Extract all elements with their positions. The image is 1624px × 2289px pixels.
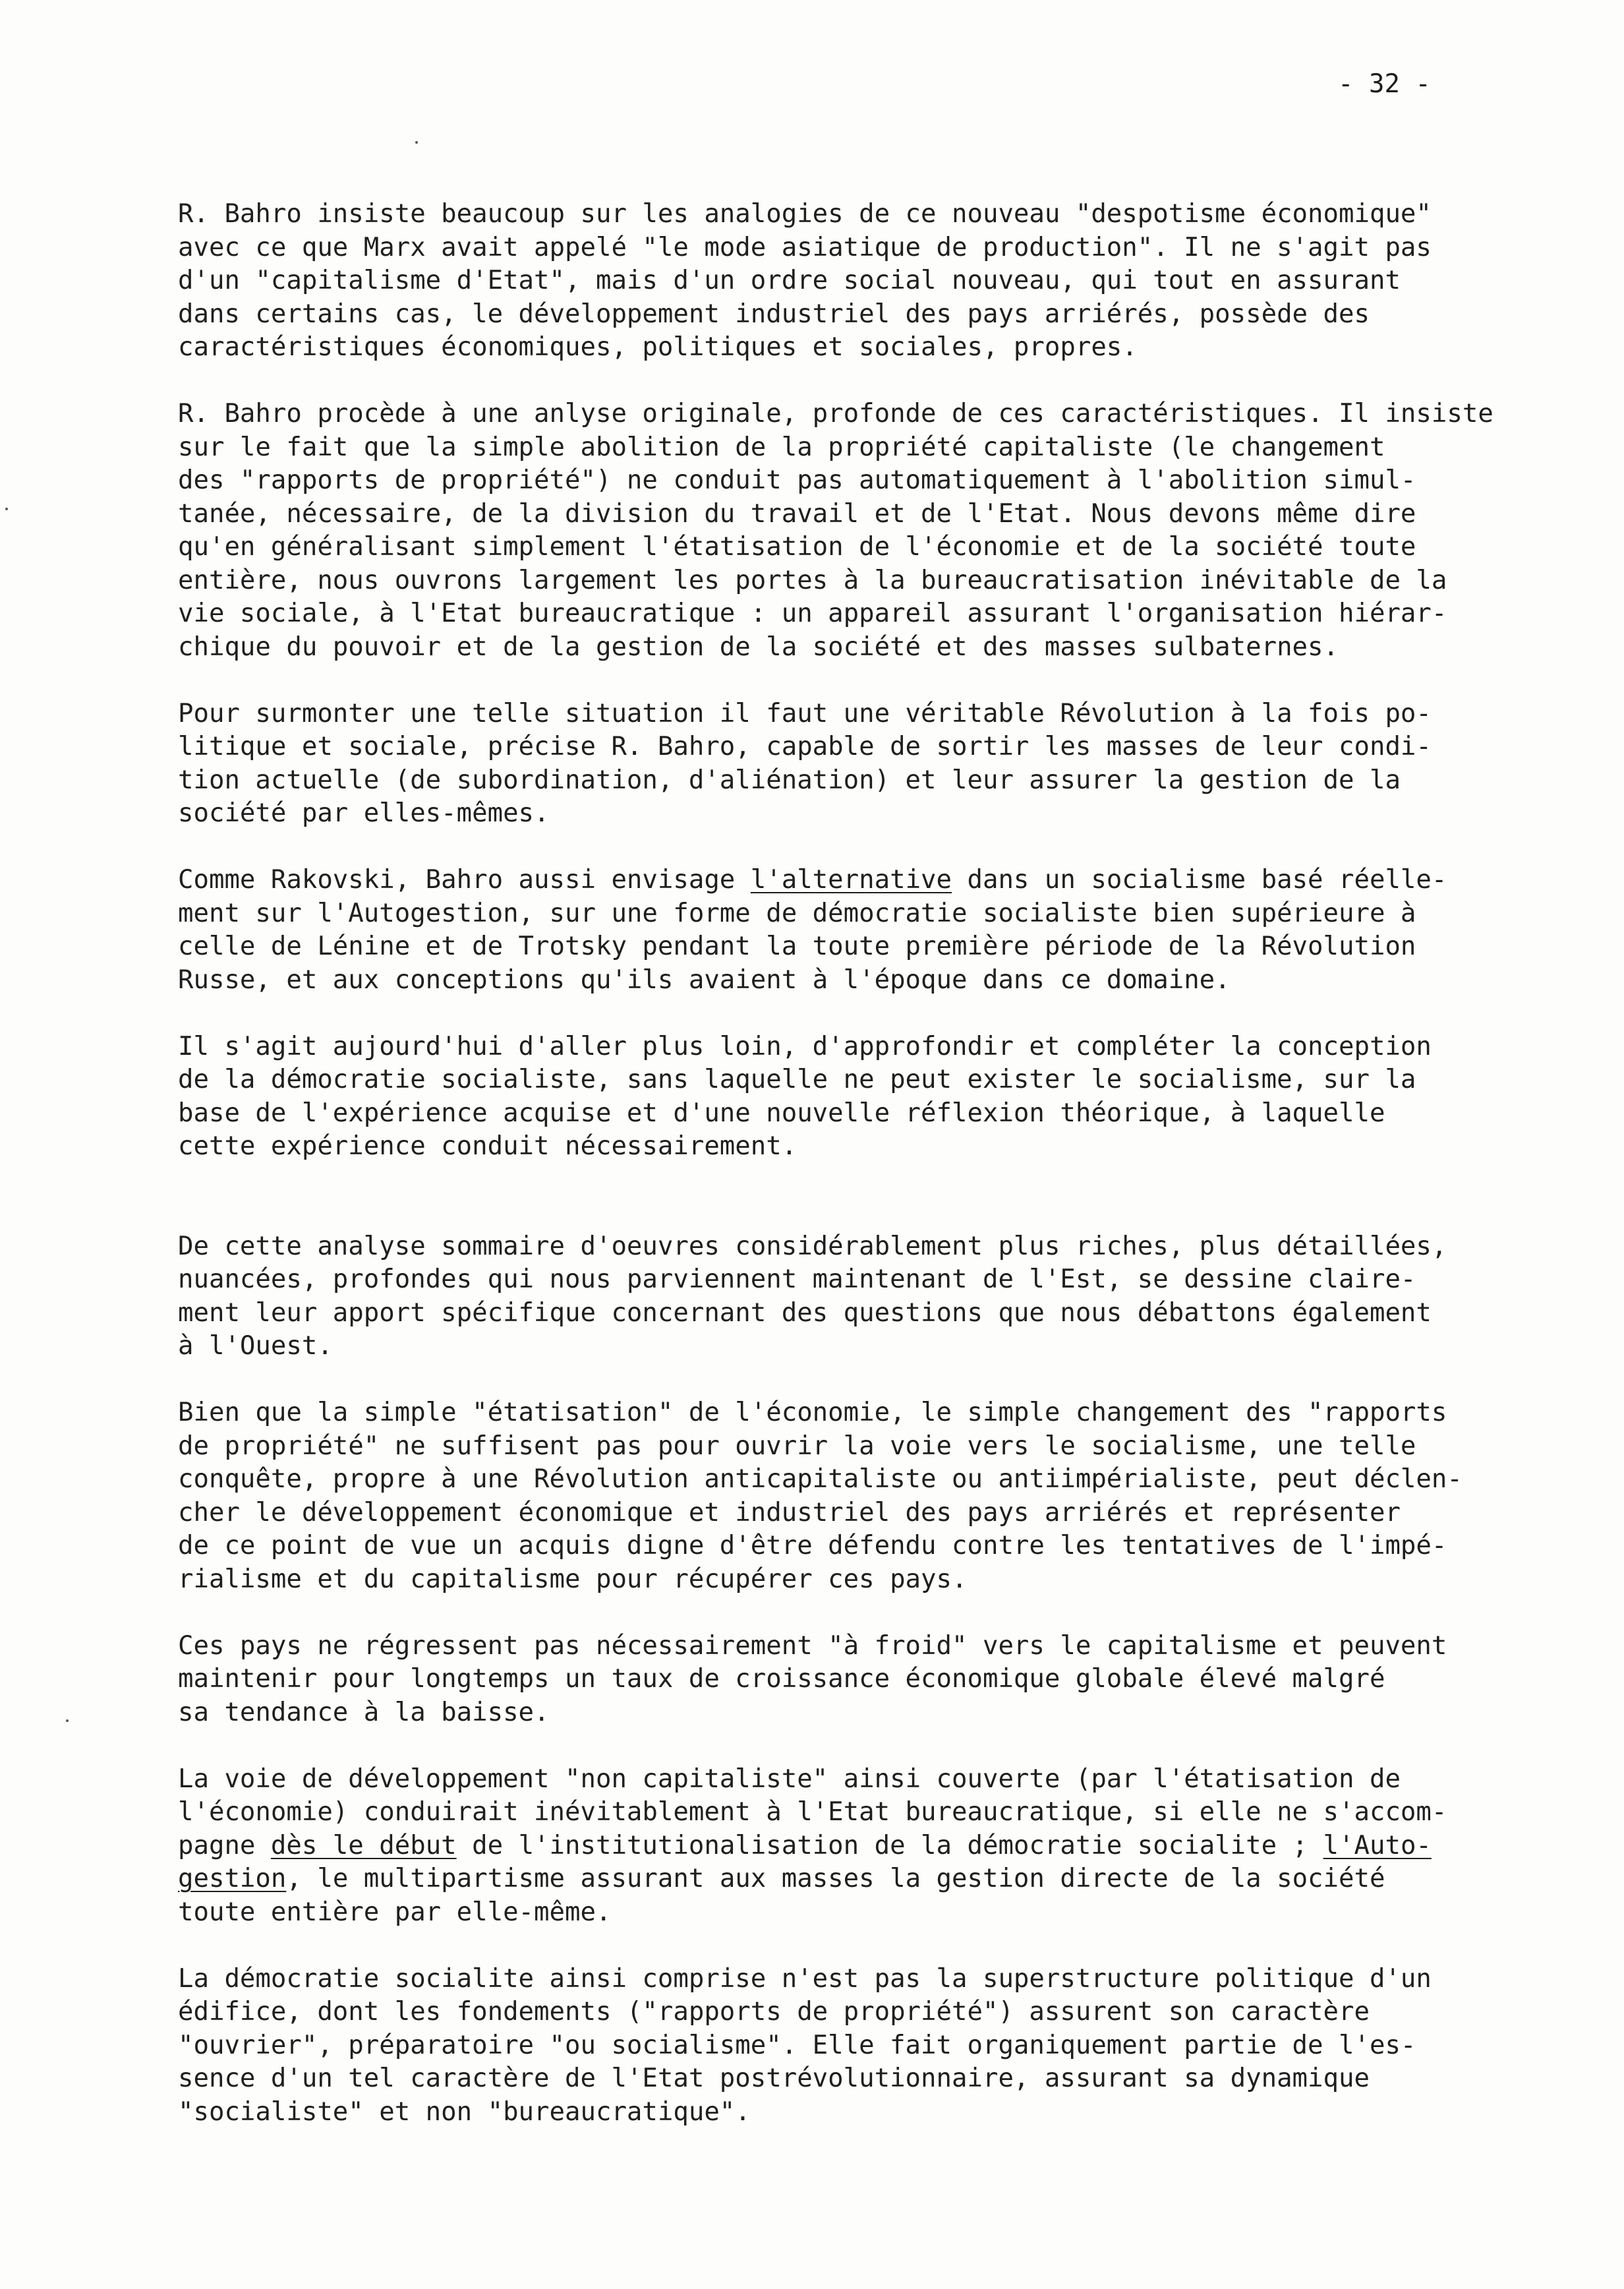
text-line xyxy=(178,1430,1595,1464)
text-run: société par elles-mêmes. xyxy=(178,798,550,828)
paragraph xyxy=(178,1963,1595,2129)
text-run: à l'Ouest. xyxy=(178,1331,333,1361)
text-run: de l'institutionalisation de la démocratie socialite ; xyxy=(456,1830,1323,1860)
text-run: avec ce que Marx avait appelé "le mode asiatique de production". Il ne s'agit pas xyxy=(178,232,1432,262)
text-line xyxy=(178,231,1595,265)
text-line xyxy=(178,1396,1595,1430)
text-run: rialisme et du capitalisme pour récupérer ces pays. xyxy=(178,1564,968,1594)
paragraph xyxy=(178,398,1595,664)
text-line xyxy=(178,1862,1595,1896)
text-line xyxy=(178,2062,1595,2096)
text-run: Russe, et aux conceptions qu'ils avaient à l'époque dans ce domaine. xyxy=(178,965,1231,995)
text-run: l'économie) conduirait inévitablement à l'Etat bureaucratique, si elle ne s'accom- xyxy=(178,1797,1447,1827)
text-run: "socialiste" et non "bureaucratique". xyxy=(178,2096,751,2127)
paragraph xyxy=(178,1030,1595,1164)
text-line xyxy=(178,264,1595,298)
underlined-text: l'alternative xyxy=(750,865,952,895)
text-run: entière, nous ouvrons largement les portes à la bureaucratisation inévitable de la xyxy=(178,565,1447,595)
text-run: cher le développement économique et industriel des pays arriérés et représenter xyxy=(178,1497,1401,1528)
text-run: pagne xyxy=(178,1830,271,1860)
text-run: des "rapports de propriété") ne conduit pas automatiquement à l'abolition simul- xyxy=(178,465,1416,495)
text-line xyxy=(178,564,1595,598)
text-run: R. Bahro insiste beaucoup sur les analogies de ce nouveau "despotisme économique" xyxy=(178,199,1432,229)
text-run: Il s'agit aujourd'hui d'aller plus loin, d'approfondir et compléter la conception xyxy=(178,1031,1432,1061)
text-run: tion actuelle (de subordination, d'aliénation) et leur assurer la gestion de la xyxy=(178,765,1401,795)
paragraph-gap xyxy=(178,1363,1595,1397)
text-line xyxy=(178,1996,1595,2029)
paragraph xyxy=(178,864,1595,997)
text-run: édifice, dont les fondements ("rapports de propriété") assurent son caractère xyxy=(178,1997,1370,2027)
text-line xyxy=(178,2096,1595,2129)
text-run: de ce point de vue un acquis digne d'être défendu contre les tentatives de l'impé- xyxy=(178,1531,1447,1561)
text-line xyxy=(178,1896,1595,1930)
text-line xyxy=(178,964,1595,997)
text-line xyxy=(178,1463,1595,1497)
text-run: R. Bahro procède à une anlyse originale, profonde de ces caractéristiques. Il insiste xyxy=(178,399,1494,429)
text-line xyxy=(178,1829,1595,1863)
text-line xyxy=(178,198,1595,231)
text-line xyxy=(178,1630,1595,1663)
text-run: celle de Lénine et de Trotsky pendant la toute première période de la Révolution xyxy=(178,932,1416,961)
paragraph-gap xyxy=(178,1164,1595,1230)
text-line xyxy=(178,531,1595,564)
text-run: tanée, nécessaire, de la division du travail et de l'Etat. Nous devons même dire xyxy=(178,498,1416,529)
text-line xyxy=(178,1297,1595,1330)
page-number: - 32 - xyxy=(1338,69,1431,99)
text-line xyxy=(178,1796,1595,1829)
underlined-text: dès le début xyxy=(270,1830,457,1860)
text-line xyxy=(178,698,1595,731)
paragraph-gap xyxy=(178,997,1595,1030)
ink-speck xyxy=(415,141,418,144)
ink-speck xyxy=(66,1719,69,1722)
text-run: Comme Rakovski, Bahro aussi envisage xyxy=(178,865,751,895)
text-run: base de l'expérience acquise et d'une nouvelle réflexion théorique, à laquelle xyxy=(178,1098,1385,1128)
text-line xyxy=(178,1663,1595,1696)
text-line xyxy=(178,1763,1595,1797)
text-line xyxy=(178,1563,1595,1597)
text-run: Ces pays ne régressent pas nécessairement "à froid" vers le capitalisme et peuvent xyxy=(178,1630,1447,1661)
paragraph xyxy=(178,1763,1595,1930)
text-run: conquête, propre à une Révolution anticapitaliste ou antiimpérialiste, peut déclen- xyxy=(178,1464,1463,1494)
text-line xyxy=(178,797,1595,831)
underlined-text: l'Auto- xyxy=(1323,1830,1432,1860)
text-run: La démocratie socialite ainsi comprise n'est pas la superstructure politique d'un xyxy=(178,1963,1432,1994)
text-run: Bien que la simple "étatisation" de l'économie, le simple changement des "rapports xyxy=(178,1398,1447,1427)
text-line xyxy=(178,1230,1595,1264)
text-line xyxy=(178,1130,1595,1164)
text-run: caractéristiques économiques, politiques et sociales, propres. xyxy=(178,332,1138,362)
text-line xyxy=(178,398,1595,431)
body-text xyxy=(178,198,1595,2129)
text-run: , le multipartisme assurant aux masses la gestion directe de la société xyxy=(286,1864,1385,1893)
text-run: sence d'un tel caractère de l'Etat postrévolutionnaire, assurant sa dynamique xyxy=(178,2064,1370,2093)
paragraph-gap xyxy=(178,1729,1595,1763)
text-run: qu'en généralisant simplement l'étatisation de l'économie et de la société toute xyxy=(178,532,1416,562)
text-line xyxy=(178,1963,1595,1996)
text-run: vie sociale, à l'Etat bureaucratique : un appareil assurant l'organisation hiérar- xyxy=(178,599,1447,628)
text-run: chique du pouvoir et de la gestion de la société et des masses sulbaternes. xyxy=(178,632,1339,662)
text-run: toute entière par elle-même. xyxy=(178,1897,612,1927)
paragraph-gap xyxy=(178,1596,1595,1630)
ink-speck xyxy=(5,508,8,510)
text-run: maintenir pour longtemps un taux de croissance économique globale élevé malgré xyxy=(178,1664,1385,1694)
text-line xyxy=(178,464,1595,498)
text-run: Pour surmonter une telle situation il faut une véritable Révolution à la fois po- xyxy=(178,698,1432,728)
text-line xyxy=(178,1330,1595,1363)
paragraph xyxy=(178,1396,1595,1596)
text-run: litique et sociale, précise R. Bahro, capable de sortir les masses de leur condi- xyxy=(178,732,1432,761)
text-run: "ouvrier", préparatoire "ou socialisme". Elle fait organiquement partie de l'es- xyxy=(178,2030,1416,2060)
text-run: d'un "capitalisme d'Etat", mais d'un ordre social nouveau, qui tout en assurant xyxy=(178,266,1401,295)
text-run: dans certains cas, le développement industriel des pays arriérés, possède des xyxy=(178,299,1370,329)
paragraph xyxy=(178,1230,1595,1363)
text-run: de la démocratie socialiste, sans laquelle ne peut exister le socialisme, sur la xyxy=(178,1065,1416,1094)
text-run: cette expérience conduit nécessairement. xyxy=(178,1131,798,1161)
text-run: dans un socialisme basé réelle- xyxy=(952,865,1447,895)
text-run: ment leur apport spécifique concernant des questions que nous débattons également xyxy=(178,1297,1432,1328)
text-line xyxy=(178,864,1595,897)
paragraph-gap xyxy=(178,831,1595,864)
text-line xyxy=(178,1497,1595,1530)
text-run: nuancées, profondes qui nous parviennent maintenant de l'Est, se dessine claire- xyxy=(178,1264,1416,1294)
text-line xyxy=(178,1263,1595,1297)
paragraph-gap xyxy=(178,1929,1595,1963)
text-line xyxy=(178,631,1595,665)
text-line xyxy=(178,431,1595,465)
text-line xyxy=(178,1063,1595,1097)
text-run: sa tendance à la baisse. xyxy=(178,1697,550,1727)
text-line xyxy=(178,597,1595,631)
paragraph-gap xyxy=(178,365,1595,398)
text-line xyxy=(178,331,1595,365)
paragraph xyxy=(178,198,1595,365)
text-line xyxy=(178,764,1595,798)
paragraph xyxy=(178,1630,1595,1730)
paragraph-gap xyxy=(178,664,1595,698)
text-run: sur le fait que la simple abolition de la propriété capitaliste (le changement xyxy=(178,432,1385,462)
text-line xyxy=(178,1530,1595,1563)
text-run: ment sur l'Autogestion, sur une forme de démocratie socialiste bien supérieure à xyxy=(178,898,1416,928)
underlined-text: gestion xyxy=(178,1864,287,1893)
text-line xyxy=(178,1030,1595,1064)
text-line xyxy=(178,730,1595,764)
text-line xyxy=(178,1097,1595,1131)
text-run: De cette analyse sommaire d'oeuvres considérablement plus riches, plus détaillées, xyxy=(178,1231,1447,1261)
text-line xyxy=(178,930,1595,964)
text-run: La voie de développement "non capitaliste" ainsi couverte (par l'étatisation de xyxy=(178,1764,1401,1794)
paragraph xyxy=(178,698,1595,831)
text-line xyxy=(178,897,1595,931)
text-line xyxy=(178,298,1595,332)
text-run: de propriété" ne suffisent pas pour ouvrir la voie vers le socialisme, une telle xyxy=(178,1431,1416,1461)
text-line xyxy=(178,2029,1595,2063)
text-line xyxy=(178,498,1595,531)
text-line xyxy=(178,1696,1595,1730)
